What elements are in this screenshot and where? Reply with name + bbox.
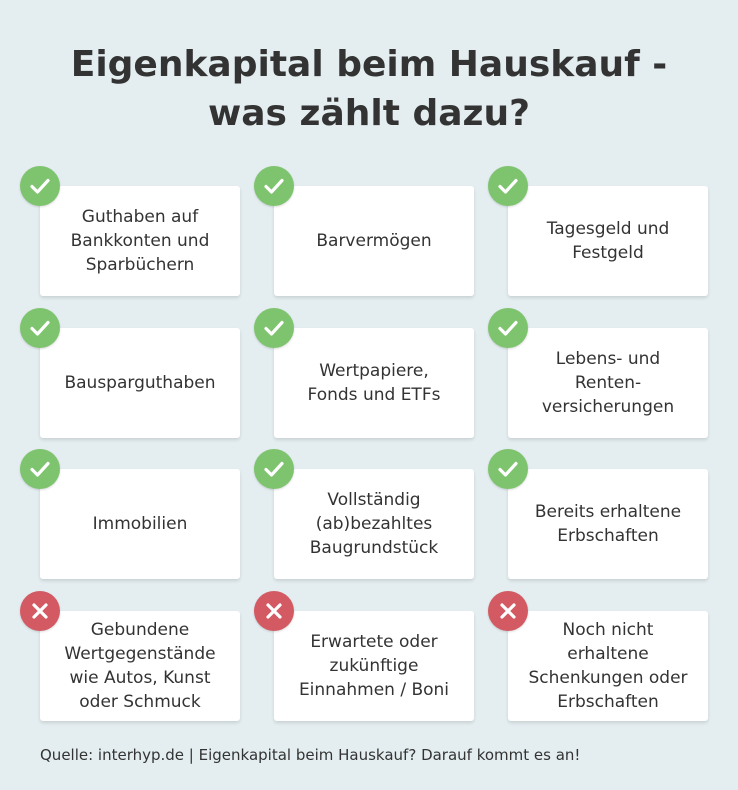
check-icon <box>254 308 294 348</box>
title-line-1: Eigenkapital beim Hauskauf - <box>70 44 668 85</box>
card-savings-deposits <box>508 186 708 296</box>
card-received-inheritance <box>508 469 708 579</box>
card-label: Tagesgeld und Festgeld <box>546 219 670 263</box>
card-label: Noch nicht erhaltene Schenkungen oder Erbschaften <box>528 620 688 712</box>
card-label: Gebundene Wertgegenstände wie Autos, Kunst oder Schmuck <box>64 620 216 712</box>
card-future-gifts <box>508 611 708 721</box>
card-label: Wertpapiere, Fonds und ETFs <box>307 361 441 405</box>
card-label: Barvermögen <box>316 231 432 251</box>
check-icon <box>488 166 528 206</box>
card-insurances <box>508 328 708 438</box>
check-icon <box>254 166 294 206</box>
card-label: Bereits erhaltene Erbschaften <box>534 502 682 546</box>
card-expected-income <box>274 611 474 721</box>
card-label: Lebens- und Renten- versicherungen <box>541 349 675 417</box>
card-label: Guthaben auf Bankkonten und Sparbüchern <box>70 207 210 275</box>
card-cash <box>274 186 474 296</box>
card-label: Bausparguthaben <box>64 373 216 393</box>
card-bank-balances <box>40 186 240 296</box>
card-label: Immobilien <box>92 514 188 534</box>
title-line-2: was zählt dazu? <box>208 93 530 134</box>
check-icon <box>254 449 294 489</box>
check-icon <box>20 166 60 206</box>
card-building-savings <box>40 328 240 438</box>
check-icon <box>20 308 60 348</box>
cross-icon <box>488 591 528 631</box>
card-building-plot <box>274 469 474 579</box>
check-icon <box>20 449 60 489</box>
card-real-estate <box>40 469 240 579</box>
card-label: Vollständig (ab)bezahltes Baugrundstück <box>309 490 439 558</box>
cross-icon <box>254 591 294 631</box>
card-securities <box>274 328 474 438</box>
cross-icon <box>20 591 60 631</box>
check-icon <box>488 449 528 489</box>
source-note: Quelle: interhyp.de | Eigenkapital beim Hauskauf? Darauf kommt es an! <box>40 746 581 764</box>
card-label: Erwartete oder zukünftige Einnahmen / Boni <box>298 632 450 700</box>
card-valuables <box>40 611 240 721</box>
check-icon <box>488 308 528 348</box>
